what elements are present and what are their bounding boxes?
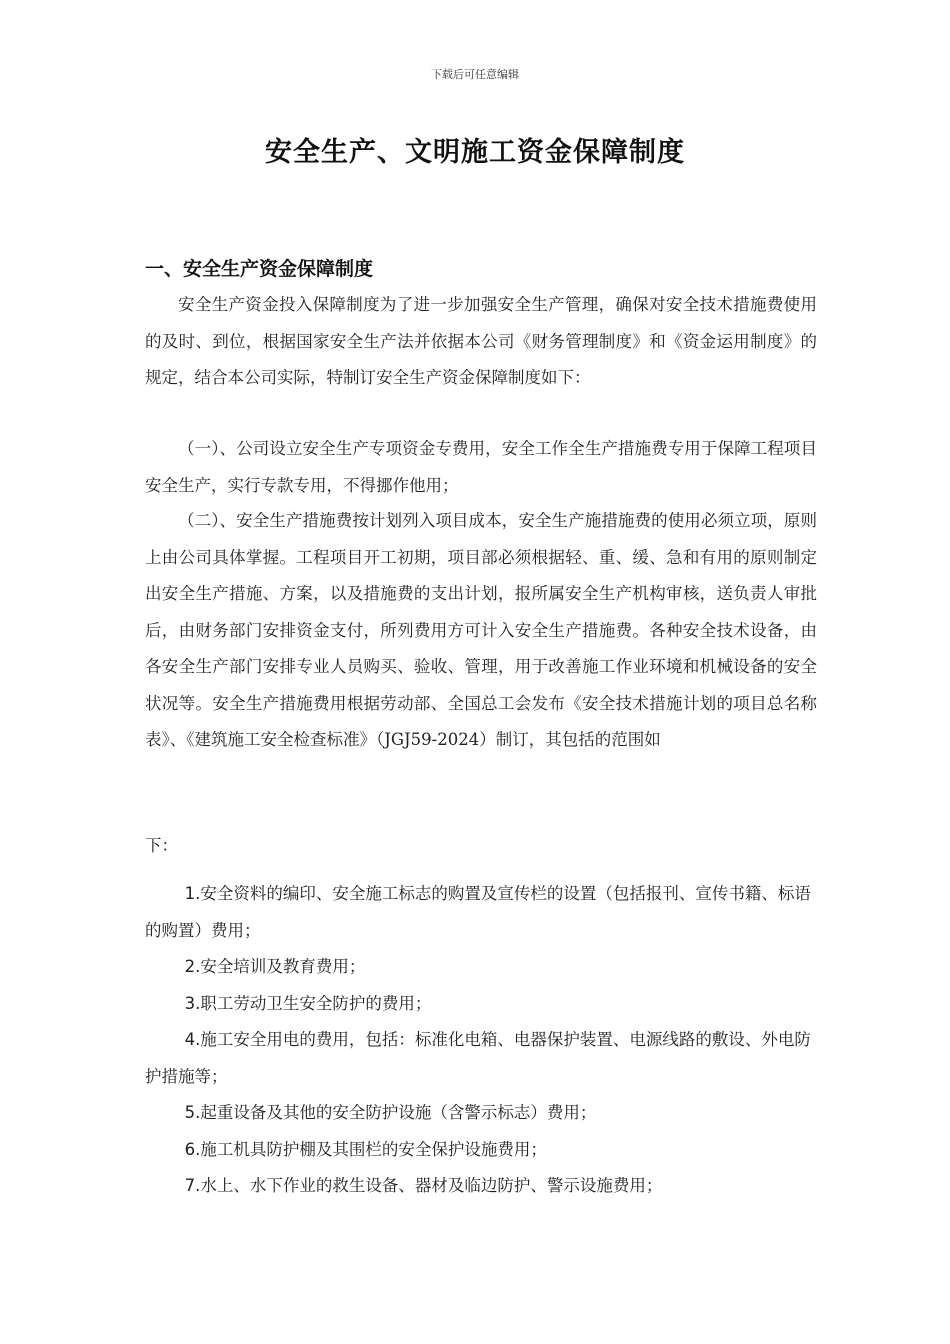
clause-two-paragraph: （二）、安全生产措施费按计划列入项目成本，安全生产施措施费的使用必须立项，原则上由公司具体掌握。工程项目开工初期，项目部必须根据轻、重、缓、急和有用的原则制定出安全生产措施、方案，以及措施费的支出计划，报所属安全生产机构审核，送负责人审批后，由财务部门安排资金支付，所列费用方可计入安全生产措施费。各种安全技术设备，由各安全生产部门安排专业人员购买、验收、管理，用于改善施工作业环境和机械设备的安全状况等。安全生产措施费用根据劳动部、全国总工会发布《安全技术措施计划的项目总名称表》、《建筑施工安全检查标准》（JGJ59-2024）制订，其包括的范围如 <box>145 511 817 749</box>
expense-scope-list <box>145 876 817 1205</box>
list-item-number: 1. <box>184 884 201 903</box>
document-title: 安全生产、文明施工资金保障制度 <box>265 137 685 168</box>
list-item <box>145 949 817 986</box>
list-item-number: 2. <box>184 957 201 976</box>
list-item-text: 施工安全用电的费用，包括：标准化电箱、电器保护装置、电源线路的敷设、外电防护措施等； <box>145 1030 811 1086</box>
section-heading: 一、安全生产资金保障制度 <box>145 258 374 280</box>
list-item-text: 水上、水下作业的救生设备、器材及临边防护、警示设施费用； <box>200 1176 663 1195</box>
list-item <box>145 986 817 1023</box>
clause-one-paragraph: （一）、公司设立安全生产专项资金专费用，安全工作全生产措施费专用于保障工程项目安全生产，实行专款专用，不得挪作他用； <box>145 439 817 495</box>
list-item-text: 起重设备及其他的安全防护设施（含警示标志）费用； <box>200 1103 597 1122</box>
list-item-number: 7. <box>184 1176 201 1195</box>
clause-two-tail: 下： <box>145 836 178 855</box>
list-item-number: 3. <box>184 993 201 1013</box>
list-item-text: 施工机具防护棚及其围栏的安全保护设施费用； <box>200 1139 547 1159</box>
page-header: 下载后可任意编辑 <box>431 68 519 81</box>
list-item-number: 5. <box>184 1103 201 1122</box>
list-item <box>145 1022 817 1095</box>
list-item-number: 4. <box>184 1030 201 1049</box>
list-item <box>145 1132 817 1169</box>
list-item-number: 6. <box>184 1139 201 1159</box>
list-item <box>145 1095 817 1132</box>
list-item-text: 职工劳动卫生安全防护的费用； <box>200 993 432 1013</box>
list-item-text: 安全培训及教育费用； <box>200 957 366 976</box>
list-item-text: 安全资料的编印、安全施工标志的购置及宣传栏的设置（包括报刊、宣传书籍、标语的购置）费用； <box>145 884 811 940</box>
list-item <box>145 1168 817 1205</box>
intro-paragraph: 安全生产资金投入保障制度为了进一步加强安全生产管理，确保对安全技术措施费使用的及时、到位，根据国家安全生产法并依据本公司《财务管理制度》和《资金运用制度》的规定，结合本公司实际，特制订安全生产资金保障制度如下： <box>145 295 817 387</box>
list-item <box>145 876 817 949</box>
